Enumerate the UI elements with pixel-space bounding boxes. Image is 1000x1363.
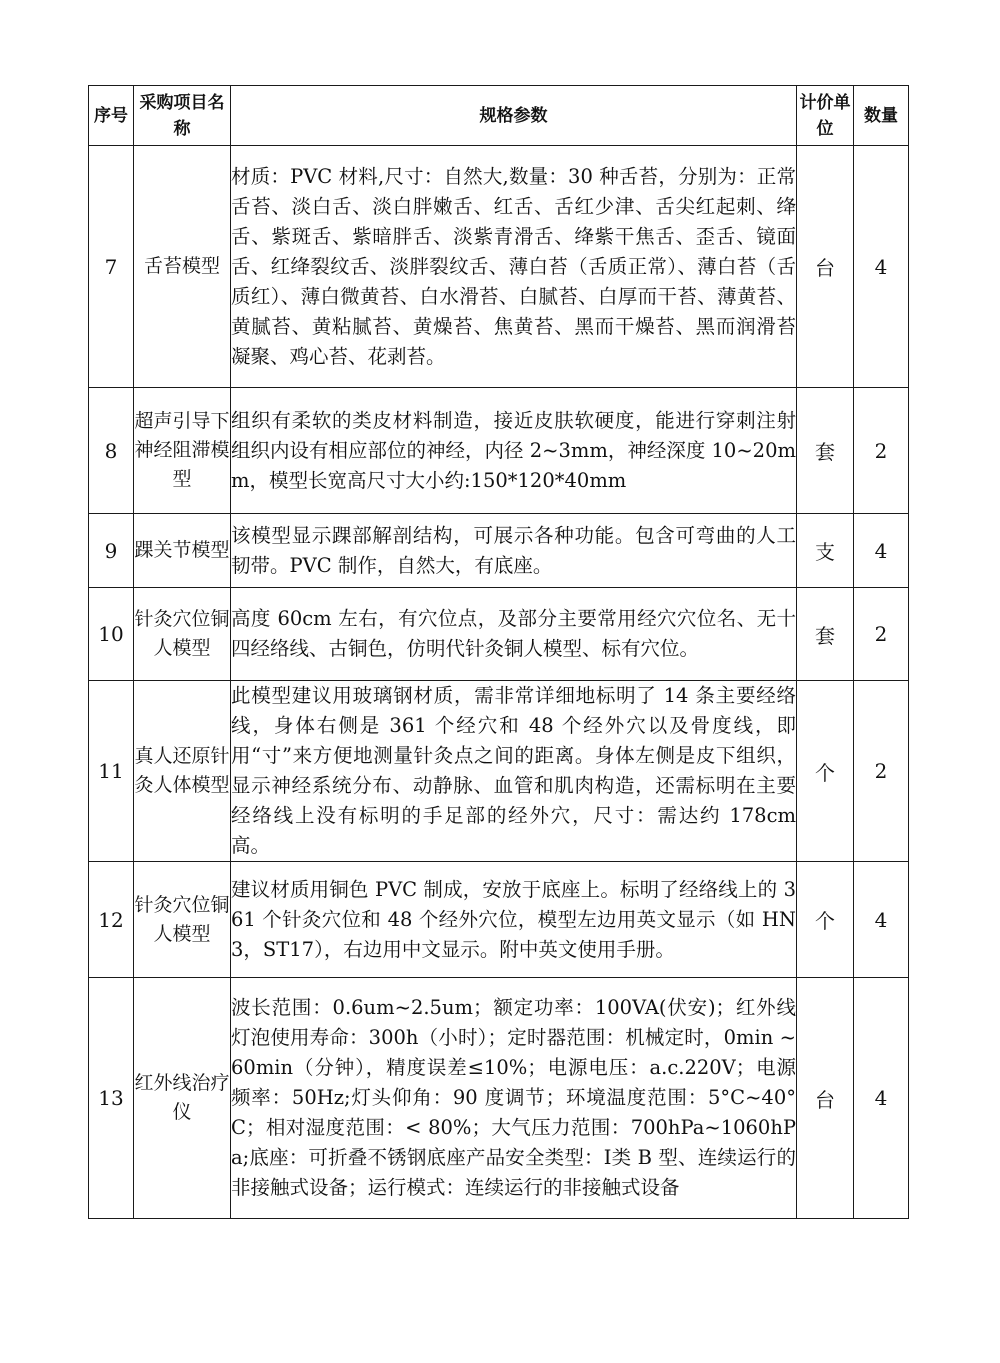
- row-qty: 2: [854, 588, 909, 681]
- row-no: 13: [89, 978, 134, 1219]
- row-no: 11: [89, 681, 134, 862]
- row-qty: 4: [854, 514, 909, 588]
- row-name: 踝关节模型: [134, 514, 231, 588]
- table-header-row: [89, 86, 909, 146]
- row-qty: 4: [854, 146, 909, 388]
- row-qty: 2: [854, 681, 909, 862]
- table-row: [89, 388, 909, 514]
- row-spec: 该模型显示踝部解剖结构，可展示各种功能。包含可弯曲的人工韧带。PVC 制作，自然大，有底座。: [231, 514, 797, 588]
- table-row: [89, 862, 909, 978]
- row-spec: 波长范围：0.6um~2.5um；额定功率：100VA(伏安)；红外线灯泡使用寿命：300h（小时）；定时器范围：机械定时，0min ~60min（分钟），精度误差≤10%；电源电压：a.c.220V；电源频率：50Hz;灯头仰角：90 度调节；环境温度范围：5°C~40°C；相对湿度范围：< 80%；大气压力范围：700hPa~1060hPa;底座：可折叠不锈钢底座产品安全类型：I类 B 型、连续运行的非接触式设备；运行模式：连续运行的非接触式设备: [231, 978, 797, 1219]
- row-no: 8: [89, 388, 134, 514]
- row-no: 7: [89, 146, 134, 388]
- row-unit: 台: [797, 146, 854, 388]
- row-name: 舌苔模型: [134, 146, 231, 388]
- table-row: [89, 588, 909, 681]
- row-spec: 建议材质用铜色 PVC 制成，安放于底座上。标明了经络线上的 361 个针灸穴位和 48 个经外穴位，模型左边用英文显示（如 HN3，ST17），右边用中文显示。附中英文使用手册。: [231, 862, 797, 978]
- row-qty: 2: [854, 388, 909, 514]
- row-qty: 4: [854, 862, 909, 978]
- row-spec: 材质：PVC 材料,尺寸：自然大,数量：30 种舌苔，分别为：正常舌苔、淡白舌、淡白胖嫩舌、红舌、舌红少津、舌尖红起刺、绛舌、紫斑舌、紫暗胖舌、淡紫青滑舌、绛紫干焦舌、歪舌、镜面舌、红绛裂纹舌、淡胖裂纹舌、薄白苔（舌质正常）、薄白苔（舌质红）、薄白微黄苔、白水滑苔、白腻苔、白厚而干苔、薄黄苔、黄腻苔、黄粘腻苔、黄燥苔、焦黄苔、黑而干燥苔、黑而润滑苔凝聚、鸡心苔、花剥苔。: [231, 146, 797, 388]
- table-row: [89, 978, 909, 1219]
- row-name: 红外线治疗仪: [134, 978, 231, 1219]
- header-no: 序号: [89, 86, 134, 146]
- header-name: 采购项目名称: [134, 86, 231, 146]
- header-qty: 数量: [854, 86, 909, 146]
- row-spec: 此模型建议用玻璃钢材质，需非常详细地标明了 14 条主要经络线，身体右侧是 361 个经穴和 48 个经外穴以及骨度线，即用“寸”来方便地测量针灸点之间的距离。身体左侧是皮下组织，显示神经系统分布、动静脉、血管和肌肉构造，还需标明在主要经络线上没有标明的手足部的经外穴，尺寸：需达约 178cm 高。: [231, 681, 797, 862]
- header-unit: 计价单位: [797, 86, 854, 146]
- table-row: [89, 681, 909, 862]
- header-spec: 规格参数: [231, 86, 797, 146]
- row-spec: 高度 60cm 左右，有穴位点，及部分主要常用经穴穴位名、无十四经络线、古铜色，仿明代针灸铜人模型、标有穴位。: [231, 588, 797, 681]
- row-unit: 套: [797, 588, 854, 681]
- row-name: 超声引导下神经阻滞模型: [134, 388, 231, 514]
- row-unit: 个: [797, 681, 854, 862]
- row-unit: 套: [797, 388, 854, 514]
- row-spec: 组织有柔软的类皮材料制造，接近皮肤软硬度，能进行穿刺注射组织内设有相应部位的神经，内径 2~3mm，神经深度 10~20mm，模型长宽高尺寸大小约:150*120*40mm: [231, 388, 797, 514]
- table-row: [89, 146, 909, 388]
- row-no: 9: [89, 514, 134, 588]
- row-unit: 台: [797, 978, 854, 1219]
- row-name: 真人还原针灸人体模型: [134, 681, 231, 862]
- row-unit: 个: [797, 862, 854, 978]
- row-no: 10: [89, 588, 134, 681]
- row-qty: 4: [854, 978, 909, 1219]
- row-name: 针灸穴位铜人模型: [134, 862, 231, 978]
- row-unit: 支: [797, 514, 854, 588]
- row-name: 针灸穴位铜人模型: [134, 588, 231, 681]
- table-row: [89, 514, 909, 588]
- spec-table: [88, 85, 909, 1219]
- row-no: 12: [89, 862, 134, 978]
